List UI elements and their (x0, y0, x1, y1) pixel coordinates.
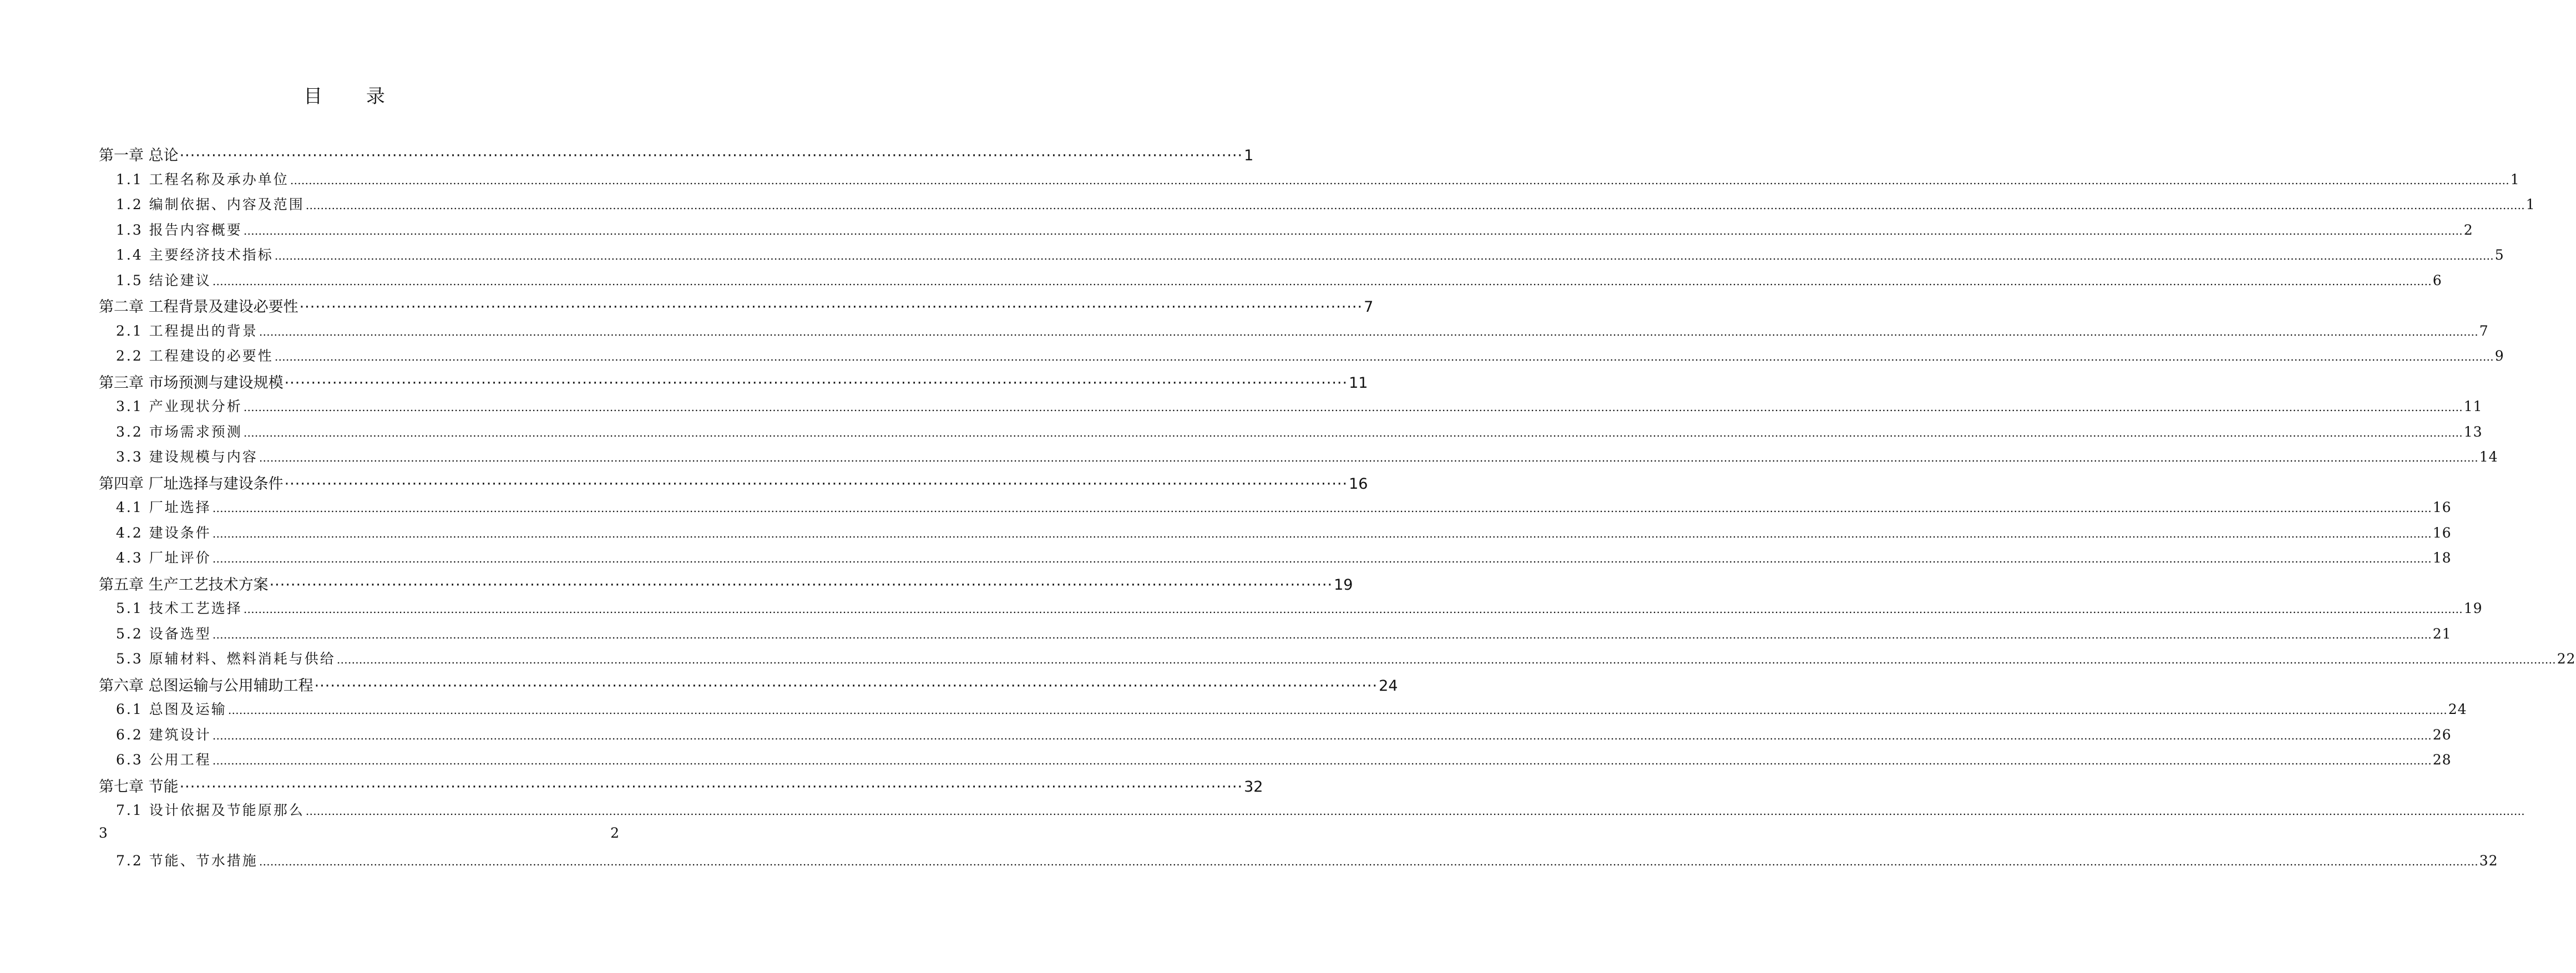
toc-page-number: 1 (1244, 147, 1254, 164)
toc-leader-dots: …………………………………………………………………………………………………………………………………………………………………………………………………………………………………………………………………………………………………………………………………………………………………………………………………………………………………………………………………………………………………………………………………………………… (336, 653, 2556, 666)
toc-section-entry[interactable] (99, 446, 2498, 472)
toc-section-entry[interactable] (99, 547, 2452, 572)
toc-section-entry[interactable] (99, 496, 2452, 522)
toc-section-entry[interactable] (99, 169, 2520, 194)
toc-leader-dots: …………………………………………………………………………………………………………………………………………………………………………………………………………………………………………………………………………………………………………………………………………………………………………………………………………………………………………………………………………………………………………………………………………………… (212, 274, 2432, 288)
toc-chapter-entry[interactable] (99, 572, 1353, 598)
toc-leader-dots: …………………………………………………………………………………………………………………………………………………………………………………………………………………………………………………………………………………………………………………………………………………………………………………………………………………………………………………………………………………………………………………………………………………… (305, 804, 2525, 818)
toc-entry-title: 4.2 建设条件 (116, 524, 211, 541)
toc-page-number: 19 (1334, 576, 1353, 594)
toc-wrap-right: 2 (610, 824, 619, 841)
toc-page-number: 26 (2432, 726, 2452, 743)
toc-leader-dots: ········································································································································································································ (179, 147, 1243, 164)
toc-leader-dots: …………………………………………………………………………………………………………………………………………………………………………………………………………………………………………………………………………………………………………………………………………………………………………………………………………………………………………………………………………………………………………………………………………………… (274, 350, 2494, 363)
toc-leader-dots: …………………………………………………………………………………………………………………………………………………………………………………………………………………………………………………………………………………………………………………………………………………………………………………………………………………………………………………………………………………………………………………………………………………… (212, 552, 2432, 565)
toc-entry-title: 6.1 总图及运输 (116, 701, 227, 717)
toc-leader-dots: ········································································································································································································ (314, 677, 1378, 695)
toc-page-number: 32 (1244, 778, 1263, 795)
toc-page-number: 11 (2463, 398, 2483, 414)
toc-chapter-entry[interactable] (99, 774, 1263, 800)
toc-leader-dots: …………………………………………………………………………………………………………………………………………………………………………………………………………………………………………………………………………………………………………………………………………………………………………………………………………………………………………………………………………………………………………………………………………………… (212, 728, 2432, 742)
toc-chapter-entry[interactable] (99, 472, 1368, 497)
toc-page-number: 6 (2432, 272, 2442, 288)
toc-entry-title: 7.1 设计依据及节能原那么 (116, 802, 305, 818)
toc-leader-dots: ········································································································································································································ (269, 576, 1333, 594)
toc-page-number: 24 (1379, 677, 1398, 695)
toc-entry-title: 第一章 总论 (99, 147, 179, 164)
toc-entry-title: 1.2 编制依据、内容及范围 (116, 196, 305, 212)
table-of-contents (99, 143, 2576, 875)
toc-entry-title: 4.3 厂址评价 (116, 550, 211, 566)
toc-section-entry[interactable] (99, 850, 2498, 875)
toc-entry-title: 第七章 节能 (99, 778, 179, 795)
toc-leader-dots: …………………………………………………………………………………………………………………………………………………………………………………………………………………………………………………………………………………………………………………………………………………………………………………………………………………………………………………………………………………………………………………………………………………… (212, 627, 2432, 641)
toc-page-number: 7 (2479, 322, 2489, 339)
page-title: 目 录 (303, 85, 404, 108)
toc-entry-title: 1.4 主要经济技术指标 (116, 247, 274, 263)
toc-page-number: 7 (1364, 298, 1374, 316)
toc-section-entry[interactable] (99, 219, 2473, 245)
toc-leader-dots: …………………………………………………………………………………………………………………………………………………………………………………………………………………………………………………………………………………………………………………………………………………………………………………………………………………………………………………………………………………………………………………………………………………… (212, 526, 2432, 540)
toc-section-entry[interactable] (99, 244, 2504, 270)
toc-entry-title: 4.1 厂址选择 (116, 499, 211, 515)
toc-page-number: 28 (2432, 752, 2452, 768)
toc-entry-title: 2.1 工程提出的背景 (116, 322, 258, 339)
toc-page-number: 5 (2494, 247, 2504, 263)
toc-section-entry[interactable] (99, 320, 2489, 346)
toc-chapter-entry[interactable] (99, 673, 1398, 699)
toc-entry-title: 第二章 工程背景及建设必要性 (99, 298, 298, 316)
toc-leader-dots: ········································································································································································································ (179, 778, 1243, 795)
toc-page-number: 2 (2463, 221, 2473, 238)
toc-entry-title: 1.5 结论建议 (116, 272, 211, 288)
toc-chapter-entry[interactable] (99, 143, 1254, 169)
toc-leader-dots: …………………………………………………………………………………………………………………………………………………………………………………………………………………………………………………………………………………………………………………………………………………………………………………………………………………………………………………………………………………………………………………………………………………… (290, 173, 2509, 187)
toc-leader-dots: …………………………………………………………………………………………………………………………………………………………………………………………………………………………………………………………………………………………………………………………………………………………………………………………………………………………………………………………………………………………………………………………………………………… (259, 325, 2478, 338)
toc-page-number: 1 (2526, 196, 2535, 212)
toc-section-entry[interactable] (99, 749, 2452, 774)
toc-leader-dots: …………………………………………………………………………………………………………………………………………………………………………………………………………………………………………………………………………………………………………………………………………………………………………………………………………………………………………………………………………………………………………………………………………………… (212, 501, 2432, 515)
toc-page-number: 13 (2463, 423, 2483, 440)
toc-page-number: 24 (2448, 701, 2467, 717)
toc-page-number: 32 (2479, 853, 2498, 869)
toc-entry-title: 7.2 节能、节水措施 (116, 853, 258, 869)
toc-entry-title: 3.3 建设规模与内容 (116, 449, 258, 465)
toc-entry-title: 1.1 工程名称及承办单位 (116, 171, 289, 187)
toc-leader-dots: ········································································································································································································ (284, 475, 1348, 493)
toc-leader-dots: …………………………………………………………………………………………………………………………………………………………………………………………………………………………………………………………………………………………………………………………………………………………………………………………………………………………………………………………………………………………………………………………………………………… (227, 703, 2447, 717)
toc-leader-dots: …………………………………………………………………………………………………………………………………………………………………………………………………………………………………………………………………………………………………………………………………………………………………………………………………………………………………………………………………………………………………………………………………………………… (212, 754, 2432, 767)
toc-leader-dots: …………………………………………………………………………………………………………………………………………………………………………………………………………………………………………………………………………………………………………………………………………………………………………………………………………………………………………………………………………………………………………………………………………………… (243, 602, 2463, 616)
toc-page-number: 1 (2510, 171, 2520, 187)
toc-page-number: 22 (2557, 651, 2576, 667)
toc-entry-title: 6.2 建筑设计 (116, 726, 211, 743)
toc-page-number: 18 (2432, 550, 2452, 566)
toc-entry-title: 5.3 原辅材料、燃料消耗与供给 (116, 651, 336, 667)
toc-leader-dots: …………………………………………………………………………………………………………………………………………………………………………………………………………………………………………………………………………………………………………………………………………………………………………………………………………………………………………………………………………………………………………………………………………………… (305, 199, 2525, 212)
toc-leader-dots: …………………………………………………………………………………………………………………………………………………………………………………………………………………………………………………………………………………………………………………………………………………………………………………………………………………………………………………………………………………………………………………………………………………… (274, 249, 2494, 262)
toc-leader-dots: …………………………………………………………………………………………………………………………………………………………………………………………………………………………………………………………………………………………………………………………………………………………………………………………………………………………………………………………………………………………………………………………………………………… (243, 224, 2463, 237)
toc-section-entry[interactable] (99, 396, 2483, 421)
toc-leader-dots: …………………………………………………………………………………………………………………………………………………………………………………………………………………………………………………………………………………………………………………………………………………………………………………………………………………………………………………………………………………………………………………………………………………… (243, 401, 2463, 414)
toc-section-entry[interactable] (99, 522, 2452, 548)
toc-section-entry[interactable] (99, 648, 2576, 673)
toc-section-entry[interactable] (99, 623, 2452, 648)
toc-leader-dots: …………………………………………………………………………………………………………………………………………………………………………………………………………………………………………………………………………………………………………………………………………………………………………………………………………………………………………………………………………………………………………………………………………………… (259, 451, 2478, 464)
toc-entry-title: 1.3 报告内容概要 (116, 221, 242, 238)
toc-entry-title: 3.2 市场需求预测 (116, 423, 242, 440)
toc-section-entry[interactable] (99, 799, 2525, 825)
toc-wrap-left: 3 (99, 824, 108, 841)
toc-entry-title: 第三章 市场预测与建设规模 (99, 374, 284, 392)
toc-entry-title: 2.2 工程建设的必要性 (116, 348, 274, 364)
toc-leader-dots: ········································································································································································································ (299, 298, 1363, 316)
toc-entry-title: 3.1 产业现状分析 (116, 398, 242, 414)
toc-wrapped-page-number (99, 825, 619, 850)
toc-leader-dots: …………………………………………………………………………………………………………………………………………………………………………………………………………………………………………………………………………………………………………………………………………………………………………………………………………………………………………………………………………………………………………………………………………………… (243, 425, 2463, 439)
toc-section-entry[interactable] (99, 270, 2442, 295)
toc-page-number: 16 (2432, 524, 2452, 541)
toc-chapter-entry[interactable] (99, 295, 1374, 320)
toc-page-number: 9 (2494, 348, 2504, 364)
toc-entry-title: 第六章 总图运输与公用辅助工程 (99, 677, 313, 695)
toc-page-number: 16 (1349, 475, 1368, 493)
toc-entry-title: 第四章 厂址选择与建设条件 (99, 475, 284, 493)
toc-entry-title: 6.3 公用工程 (116, 752, 211, 768)
toc-page-number: 14 (2479, 449, 2498, 465)
toc-entry-title: 第五章 生产工艺技术方案 (99, 576, 269, 594)
toc-leader-dots: ········································································································································································································ (284, 374, 1348, 392)
toc-section-entry[interactable] (99, 345, 2504, 371)
toc-section-entry[interactable] (99, 421, 2483, 447)
toc-section-entry[interactable] (99, 724, 2452, 749)
toc-chapter-entry[interactable] (99, 371, 1368, 396)
toc-entry-title: 5.2 设备选型 (116, 625, 211, 642)
toc-section-entry[interactable] (99, 194, 2535, 219)
toc-leader-dots: …………………………………………………………………………………………………………………………………………………………………………………………………………………………………………………………………………………………………………………………………………………………………………………………………………………………………………………………………………………………………………………………………………………… (259, 855, 2478, 868)
toc-entry-title: 5.1 技术工艺选择 (116, 600, 242, 616)
toc-page-number: 19 (2463, 600, 2483, 616)
toc-page-number: 11 (1349, 374, 1368, 392)
toc-section-entry[interactable] (99, 597, 2483, 623)
toc-page-number: 16 (2432, 499, 2452, 515)
toc-section-entry[interactable] (99, 698, 2467, 724)
toc-page-number: 21 (2432, 625, 2452, 642)
